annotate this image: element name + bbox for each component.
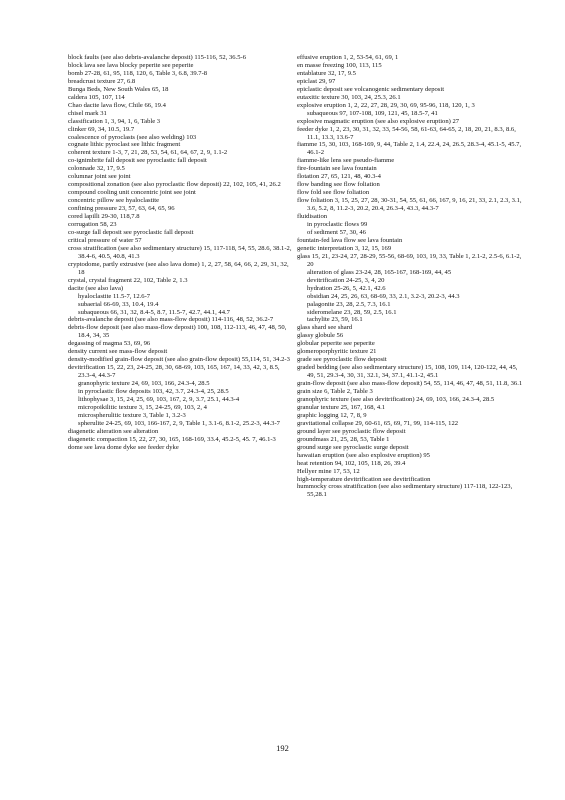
index-entry: debris-avalanche deposit (see also mass-flow deposit) 114-116, 48, 52, 36.2-7: [68, 316, 274, 324]
index-entry: glomeroporphyritic texture 21: [297, 348, 377, 356]
index-entry: columnar joint see joint: [68, 173, 131, 181]
index-entry: granophyric texture (see also devitrification) 24, 69, 103, 166, 24.3-4, 28.5: [297, 395, 495, 403]
index-entry: co-surge fall deposit see pyroclastic fall deposit: [68, 228, 194, 236]
index-entry: co-ignimbrite fall deposit see pyroclastic fall deposit: [68, 157, 207, 165]
index-entry: degassing of magma 53, 69, 96: [68, 340, 151, 348]
index-subentry: microspherulitic texture 3, Table 1, 3.2-3: [78, 411, 186, 419]
index-subentry: granophyric texture 24, 69, 103, 166, 24.3-4, 28.5: [78, 380, 210, 388]
index-entry: explosive magmatic eruption (see also explosive eruption) 27: [297, 117, 460, 125]
index-entry: epiclast 29, 97: [297, 77, 336, 85]
index-entry: confining pressure 23, 57, 63, 64, 65, 96: [68, 205, 175, 213]
index-column-right: [297, 54, 523, 499]
index-entry: groundmass 21, 25, 28, 53, Table 1: [297, 435, 390, 443]
index-entry: coalescence of pyroclasts (see also welding) 103: [68, 133, 197, 141]
index-subentry: devitrification 24-25, 3, 4, 20: [307, 276, 385, 284]
index-entry: glass shard see shard: [297, 324, 353, 332]
index-entry: grain size 6, Table 2, Table 3: [297, 388, 373, 396]
index-entry: gravitational collapse 29, 60-61, 65, 69, 71, 99, 114-115, 122: [297, 419, 459, 427]
index-entry: glass 15, 21, 23-24, 27, 28-29, 55-56, 68-69, 103, 19, 33, Table 1, 2.1-2, 2.5-6, 6.1-2, 20: [297, 252, 522, 268]
index-subentry: alteration of glass 23-24, 28, 165-167, 168-169, 44, 45: [307, 268, 452, 276]
index-entry: fiamme-like lens see pseudo-fiamme: [297, 157, 395, 165]
index-entry: epiclastic deposit see volcanogenic sedimentary deposit: [297, 85, 445, 93]
index-entry: flow banding see flow foliation: [297, 181, 380, 189]
index-entry: high-temperature devitrification see devitrification: [297, 475, 431, 483]
index-entry: clinker 69, 34, 10.5, 19.7: [68, 125, 135, 133]
index-entry: flow fold see flow foliation: [297, 189, 370, 197]
index-entry: coherent texture 1-3, 7, 21, 28, 53, 54, 61, 64, 67, 2, 9, 1.1-2: [68, 149, 228, 157]
index-entry: caldera 105, 107, 114: [68, 93, 125, 101]
index-subentry: subaqueous 97, 107-108, 109, 121, 45, 18.5-7, 41: [307, 109, 438, 117]
index-subentry: lithophysae 3, 15, 24, 25, 69, 103, 167, 2, 9, 3.7, 25.1, 44.3-4: [78, 395, 240, 403]
index-entry: crystal, crystal fragment 22, 102, Table 2, 1.3: [68, 276, 188, 284]
index-entry: eutaxitic texture 30, 103, 24, 25.3, 26.1: [297, 93, 401, 101]
index-subentry: tachylite 23, 59, 16.1: [307, 316, 363, 324]
index-entry: ground surge see pyroclastic surge deposit: [297, 443, 409, 451]
index-entry: block lava see lava blocky peperite see peperite: [68, 61, 194, 69]
index-column-left: [68, 54, 293, 452]
index-entry: graphic logging 12, 7, 8, 9: [297, 411, 367, 419]
index-entry: dome see lava dome dyke see feeder dyke: [68, 443, 179, 451]
index-entry: en masse freezing 100, 113, 115: [297, 61, 382, 69]
index-entry: globular peperite see peperite: [297, 340, 375, 348]
index-entry: granular texture 25, 167, 168, 4.1: [297, 403, 386, 411]
index-entry: feeder dyke 1, 2, 23, 30, 31, 32, 33, 54-56, 58, 61-63, 64-65, 2, 18, 20, 21, 8.3, 8.6, 11.1, 13.3, 13.6-7: [297, 125, 516, 141]
index-entry: hummocky cross stratification (see also sedimentary structure) 117-118, 122-123, 55,28.1: [297, 483, 513, 499]
index-entry: grade see pyroclastic flow deposit: [297, 356, 387, 364]
index-entry: Bunga Beds, New South Wales 65, 18: [68, 85, 169, 93]
index-entry: cognate lithic pyroclast see lithic fragment: [68, 141, 181, 149]
index-entry: debris-flow deposit (see also mass-flow deposit) 100, 108, 112-113, 46, 47, 48, 50, 18.4, 34, 35: [68, 324, 287, 340]
page-number: 192: [276, 743, 289, 753]
index-subentry: subaqueous 66, 31, 32, 8.4-5, 8.7, 11.5-7, 42.7, 44.1, 44.7: [78, 308, 230, 316]
index-entry: fire-fountain see lava fountain: [297, 165, 377, 173]
index-entry: compound cooling unit concentric joint see joint: [68, 189, 196, 197]
index-entry: explosive eruption 1, 2, 22, 27, 28, 29, 30, 69, 95-96, 118, 120, 1, 3: [297, 101, 475, 109]
index-entry: density current see mass-flow deposit: [68, 348, 168, 356]
index-entry: fluidisation: [297, 213, 328, 221]
index-subentry: of sediment 57, 30, 46: [307, 228, 366, 236]
index-entry: flotation 27, 65, 121, 48, 40.3-4: [297, 173, 381, 181]
index-subentry: spherulite 24-25, 69, 103, 166-167, 2, 9, Table 1, 3.1-6, 8.1-2, 25.2-3, 44.3-7: [78, 419, 280, 427]
index-entry: compositional zonation (see also pyroclastic flow deposit) 22, 102, 105, 41, 26.2: [68, 181, 281, 189]
index-entry: grain-flow deposit (see also mass-flow deposit) 54, 55, 114, 46, 47, 48, 51, 11.8, 36.1: [297, 380, 523, 388]
index-entry: fiamme 15, 30, 103, 168-169, 9, 44, Table 2, 1.4, 22.4, 24, 26.5, 28.3-4, 45.1-5, 45.7, 46.1-2: [297, 141, 522, 157]
index-entry: glassy globule 56: [297, 332, 344, 340]
index-subentry: hyaloclastite 11.5-7, 12.6-7: [78, 292, 151, 300]
index-entry: Chao dacite lava flow, Chile 66, 19.4: [68, 101, 166, 109]
index-entry: devitrification 15, 22, 23, 24-25, 28, 30, 68-69, 103, 165, 167, 14, 33, 42, 3, 8.5, 23.3-4, 44.3-7: [68, 364, 280, 380]
index-subentry: micropoikilitic texture 3, 15, 24-25, 69, 103, 2, 4: [78, 403, 207, 411]
index-entry: concentric pillow see hyaloclastite: [68, 197, 159, 205]
index-entry: fountain-fed lava flow see lava fountain: [297, 236, 403, 244]
index-entry: ground layer see pyroclastic flow deposit: [297, 427, 406, 435]
index-entry: cryptodome, partly extrusive (see also lava dome) 1, 2, 27, 58, 64, 66, 2, 29, 31, 32, 18: [68, 260, 289, 276]
index-entry: diagenetic alteration see alteration: [68, 427, 159, 435]
index-entry: critical pressure of water 57: [68, 236, 142, 244]
index-entry: Hellyer mine 17, 53, 12: [297, 467, 360, 475]
index-entry: hawaiian eruption (see also explosive eruption) 95: [297, 451, 430, 459]
index-entry: bomb 27-28, 61, 95, 118, 120, 6, Table 3, 6.8, 39.7-8: [68, 69, 208, 77]
index-subentry: obsidian 24, 25, 26, 63, 68-69, 33, 2.1, 3.2-3, 20.2-3, 44.3: [307, 292, 460, 300]
index-entry: density-modified grain-flow deposit (see also grain-flow deposit) 55,114, 51, 34.2-3: [68, 356, 290, 364]
index-subentry: in pyroclastic flows 99: [307, 221, 368, 229]
index-subentry: in pyroclastic flow deposits 103, 42, 3.7, 24.3-4, 25, 28.5: [78, 388, 229, 396]
index-entry: colonnade 32, 17, 9.5: [68, 165, 125, 173]
index-entry: cored lapilli 29-30, 118,7.8: [68, 213, 140, 221]
index-entry: block faults (see also debris-avalanche deposit) 115-116, 52, 36.5-6: [68, 54, 247, 61]
index-entry: genetic interpretation 3, 12, 15, 169: [297, 244, 392, 252]
index-entry: effusive eruption 1, 2, 53-54, 61, 69, 1: [297, 54, 399, 61]
index-subentry: subaerial 66-69, 33, 10.4, 19.4: [78, 300, 159, 308]
index-subentry: hydration 25-26, 5, 42.1, 42.6: [307, 284, 386, 292]
index-entry: classification 1, 3, 94, 1, 6, Table 3: [68, 117, 161, 125]
index-entry: breadcrust texture 27, 6.8: [68, 77, 136, 85]
index-entry: diagenetic compaction 15, 22, 27, 30, 165, 168-169, 33.4, 45.2-5, 45. 7, 46.1-3: [68, 435, 276, 443]
index-entry: heat retention 94, 102, 105, 118, 26, 39.4: [297, 459, 406, 467]
index-entry: corrugation 58, 23: [68, 221, 117, 229]
index-entry: entablature 32, 17, 9.5: [297, 69, 356, 77]
index-entry: flow foliation 3, 15, 25, 27, 28, 30-31, 54, 55, 61, 66, 167, 9, 16, 21, 33, 2.1, 2.3, 3.1, 3.6, 5.2, 8, 11.2-3, 20.2, 20.4, 26.3-4, 43.3, 44.3-7: [297, 197, 522, 213]
index-entry: graded bedding (see also sedimentary structure) 15, 108, 109, 114, 120-122, 44, 45, 49, 51, 29.3-4, 30, 31, 32.1, 34, 37.1, 41.1-2, 45.1: [297, 364, 518, 380]
index-entry: chisel mark 31: [68, 109, 107, 117]
index-entry: dacite (see also lava): [68, 284, 124, 292]
index-subentry: palagonite 23, 28, 2.5, 7.3, 16.1: [307, 300, 391, 308]
index-entry: cross stratification (see also sedimentary structure) 15, 117-118, 54, 55, 28.6, 38.1-2, 38.4-6, 40.5, 40.8, 41.3: [68, 244, 292, 260]
index-subentry: sideromelane 23, 28, 59, 2.5, 16.1: [307, 308, 397, 316]
